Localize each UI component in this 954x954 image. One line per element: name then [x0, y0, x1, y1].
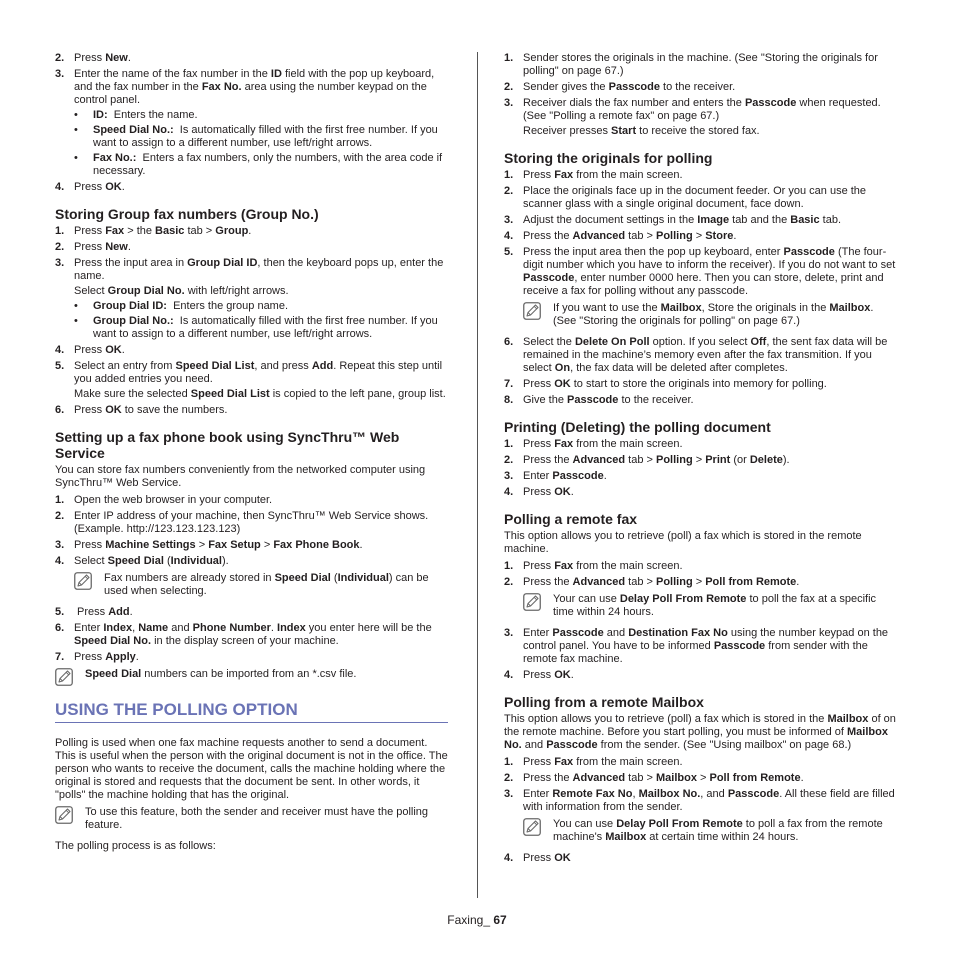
- step-text: Press OK to start to store the originals into memory for polling.: [523, 378, 827, 390]
- bullet-text: Speed Dial No.: Is automatically filled with the first free number. If you want to assign to a different number, use left/right arrows.: [93, 124, 438, 149]
- step-list: [55, 225, 448, 417]
- step-text: Enter Passcode.: [523, 470, 607, 482]
- step-number: 3.: [504, 214, 514, 226]
- step-number: 2.: [55, 52, 65, 64]
- step-number: 1.: [55, 225, 65, 237]
- step-item: [504, 772, 896, 785]
- left-column: [55, 52, 448, 857]
- note: [523, 302, 896, 328]
- step-text: Enter Index, Name and Phone Number. Index you enter here will be the Speed Dial No. in the display screen of your machine.: [74, 622, 432, 647]
- step-number: 1.: [504, 169, 514, 181]
- step-item: [55, 494, 448, 507]
- note-text: To use this feature, both the sender and receiver must have the polling feature.: [85, 806, 429, 831]
- note-pencil-icon: [55, 806, 85, 832]
- step-number: 2.: [504, 576, 514, 588]
- step-text: Select Speed Dial (Individual).: [74, 555, 229, 567]
- step-text: Open the web browser in your computer.: [74, 494, 273, 506]
- note: [55, 668, 448, 686]
- step-number: 1.: [504, 560, 514, 572]
- step-text: Enter Passcode and Destination Fax No using the number keypad on the control panel. You have to be informed Passcode from sender with the remote fax machine.: [523, 627, 889, 665]
- paragraph: The polling process is as follows:: [55, 840, 216, 852]
- step-number: 2.: [504, 185, 514, 197]
- step-number: 7.: [55, 651, 65, 663]
- step-number: 2.: [504, 772, 514, 784]
- bullet-item: [74, 315, 448, 341]
- step-item: [504, 394, 896, 407]
- step-subtext: Receiver presses Start to receive the stored fax.: [523, 125, 760, 137]
- step-number: 5.: [504, 246, 514, 258]
- step-item: [55, 241, 448, 254]
- step-text: Press Fax from the main screen.: [523, 438, 683, 450]
- step-text: Place the originals face up in the document feeder. Or you can use the scanner glass with a single original document, face down.: [523, 185, 867, 210]
- step-list: [504, 852, 896, 865]
- step-number: 3.: [55, 257, 65, 269]
- bullet-text: Fax No.: Enters a fax numbers, only the numbers, with the area code if necessary.: [93, 152, 443, 177]
- footer-section: Faxing_: [447, 913, 490, 927]
- step-item: [504, 336, 896, 375]
- step-number: 4.: [504, 852, 514, 864]
- step-number: 2.: [504, 81, 514, 93]
- step-item: [504, 169, 896, 182]
- step-number: 5.: [55, 606, 65, 618]
- step-number: 8.: [504, 394, 514, 406]
- note-pencil-icon: [523, 302, 553, 328]
- chapter-heading: USING THE POLLING OPTION: [55, 700, 298, 719]
- step-text: Press OK: [523, 852, 571, 864]
- step-number: 4.: [504, 669, 514, 681]
- note: [523, 818, 896, 844]
- step-number: 5.: [55, 360, 65, 372]
- bullet-item: [74, 300, 448, 313]
- note: [74, 572, 448, 598]
- step-text: Press OK.: [523, 669, 574, 681]
- step-number: 2.: [504, 454, 514, 466]
- step-subtext: Make sure the selected Speed Dial List is copied to the left pane, group list.: [74, 388, 446, 400]
- step-text: Press OK.: [74, 181, 125, 193]
- step-item: [504, 246, 896, 298]
- step-text: Press Fax from the main screen.: [523, 756, 683, 768]
- step-text: Sender gives the Passcode to the receiver.: [523, 81, 736, 93]
- step-text: Enter the name of the fax number in the ID field with the pop up keyboard, and the fax number in the Fax No. area using the number keypad on the control panel. • ID: Enters the name. • Speed Dial No.: Is automatically filled with the first free number. If you want to assign to a different number, use left/right arrows. • Fax No.: Enters a fax numbers, only the numbers, with the area code if necessary.: [74, 68, 448, 178]
- bullet-text: Group Dial ID: Enters the group name.: [93, 300, 289, 312]
- step-number: 3.: [504, 470, 514, 482]
- step-number: 4.: [504, 230, 514, 242]
- step-item: [504, 97, 896, 138]
- note-pencil-icon: [523, 818, 553, 844]
- bullet-text: Group Dial No.: Is automatically filled with the first free number. If you want to assign to a different number, use left/right arrows.: [93, 315, 438, 340]
- bullet-item: [74, 109, 448, 122]
- section-heading-printing: Printing (Deleting) the polling document: [504, 419, 771, 435]
- page-footer: [0, 914, 954, 927]
- step-text: Press New.: [74, 241, 131, 253]
- step-item: [504, 438, 896, 451]
- step-text: Press New.: [74, 52, 131, 64]
- step-number: 3.: [55, 68, 65, 80]
- page-number: 67: [493, 913, 507, 927]
- step-number: 3.: [504, 97, 514, 109]
- step-text: Enter IP address of your machine, then SyncThru™ Web Service shows. (Example. http://123.123.123.123): [74, 510, 429, 535]
- heading-rule: [55, 722, 448, 723]
- step-item: [504, 214, 896, 227]
- bullet-icon: •: [74, 300, 78, 312]
- step-text: Press the input area then the pop up keyboard, enter Passcode (The four-digit number which you have to inform the receiver). If you do not want to set Passcode, enter number 0000 here. Then you can store, delete, print and receive a fax for polling without any passcode.: [523, 246, 896, 297]
- step-text: Select the Delete On Poll option. If you select Off, the sent fax data will be remained in the machine’s memory even after the fax transmition. If you select On, the fax data will be deleted after completes.: [523, 336, 888, 374]
- step-subtext: Select Group Dial No. with left/right arrows.: [74, 285, 289, 297]
- paragraph: This option allows you to retrieve (poll) a fax which is stored in the remote machine.: [504, 530, 862, 555]
- step-item: [504, 185, 896, 211]
- step-item: [504, 560, 896, 573]
- paragraph: This option allows you to retrieve (poll) a fax which is stored in the Mailbox of on the remote machine. Before you start polling, you must be informed of Mailbox No. and Passcode from the sender. (See "Using mailbox" on page 68.): [504, 713, 896, 751]
- step-text: Press the input area in Group Dial ID, then the keyboard pops up, enter the name. Select Group Dial No. with left/right arrows. • Group Dial ID: Enters the group name. • Group Dial No.: Is automatically filled with the first free number. If you want to assign to a different number, use left/right arrows.: [74, 257, 448, 341]
- step-item: [55, 651, 448, 664]
- step-item: [55, 404, 448, 417]
- paragraph: You can store fax numbers conveniently from the networked computer using SyncThru™ Web Service.: [55, 464, 426, 489]
- bullet-item: [74, 124, 448, 150]
- step-item: [55, 225, 448, 238]
- paragraph: Polling is used when one fax machine requests another to send a document. This is useful when the person with the original document is not in the office. The person who wants to receive the document, calls the machine holding where the original is stored and requests that the document be sent. In other words, it "polls" the machine holding that has the original.: [55, 737, 448, 801]
- step-text: Press the Advanced tab > Mailbox > Poll from Remote.: [523, 772, 804, 784]
- step-number: 3.: [504, 627, 514, 639]
- step-item: [504, 454, 896, 467]
- bullet-item: [74, 152, 448, 178]
- step-number: 4.: [55, 344, 65, 356]
- step-text: Enter Remote Fax No, Mailbox No., and Passcode. All these field are filled with information from the sender.: [523, 788, 895, 813]
- section-heading-syncthru: Setting up a fax phone book using SyncThru™ Web Service: [55, 429, 400, 461]
- step-text: Give the Passcode to the receiver.: [523, 394, 694, 406]
- step-text: Receiver dials the fax number and enters the Passcode when requested. (See "Polling a remote fax" on page 67.) Receiver presses Start to receive the stored fax.: [523, 97, 896, 138]
- step-item: [504, 81, 896, 94]
- step-item: [55, 360, 448, 401]
- step-text: Press Apply.: [74, 651, 139, 663]
- step-text: Press the Advanced tab > Polling > Store.: [523, 230, 737, 242]
- step-item: [55, 510, 448, 536]
- step-number: 7.: [504, 378, 514, 390]
- section-heading-mailbox: Polling from a remote Mailbox: [504, 694, 704, 710]
- step-item: [504, 378, 896, 391]
- note-pencil-icon: [523, 593, 553, 619]
- step-list: [504, 336, 896, 407]
- section-heading-storing: Storing the originals for polling: [504, 150, 713, 166]
- note: [523, 593, 896, 619]
- step-item: [504, 756, 896, 769]
- note-text: Fax numbers are already stored in Speed Dial (Individual) can be used when selecting.: [104, 572, 429, 597]
- step-text: Press the Advanced tab > Polling > Print (or Delete).: [523, 454, 790, 466]
- step-item: [55, 622, 448, 648]
- note-pencil-icon: [55, 668, 85, 686]
- section-heading-remote: Polling a remote fax: [504, 511, 638, 527]
- bullet-icon: •: [74, 124, 78, 136]
- bullet-icon: •: [74, 109, 78, 121]
- step-list: [55, 52, 448, 194]
- step-number: 6.: [504, 336, 514, 348]
- step-item: [504, 576, 896, 589]
- step-text: Press OK to save the numbers.: [74, 404, 228, 416]
- step-number: 6.: [55, 622, 65, 634]
- note-text: If you want to use the Mailbox, Store the originals in the Mailbox. (See "Storing the originals for polling" on page 67.): [553, 302, 874, 327]
- right-column: [504, 52, 896, 868]
- bullet-icon: •: [74, 315, 78, 327]
- step-text: Adjust the document settings in the Image tab and the Basic tab.: [523, 214, 842, 226]
- step-number: 4.: [55, 555, 65, 567]
- step-text: Press OK.: [74, 344, 125, 356]
- step-number: 6.: [55, 404, 65, 416]
- step-item: [504, 52, 896, 78]
- step-text: Sender stores the originals in the machine. (See "Storing the originals for polling" on page 67.): [523, 52, 878, 77]
- step-item: [504, 627, 896, 666]
- step-number: 1.: [504, 756, 514, 768]
- step-list: [55, 494, 448, 568]
- step-item: [504, 669, 896, 682]
- note-text: Your can use Delay Poll From Remote to poll the fax at a specific time within 24 hours.: [553, 593, 877, 618]
- step-item: [55, 606, 448, 619]
- step-number: 1.: [504, 438, 514, 450]
- step-item: [55, 181, 448, 194]
- step-list: [504, 169, 896, 298]
- step-item: [504, 470, 896, 483]
- step-item: [55, 52, 448, 65]
- step-item: [55, 68, 448, 178]
- step-item: [55, 257, 448, 341]
- step-number: 3.: [55, 539, 65, 551]
- step-text: Press Fax from the main screen.: [523, 169, 683, 181]
- step-text: Select an entry from Speed Dial List, and press Add. Repeat this step until you added entries you need. Make sure the selected Speed Dial List is copied to the left pane, group list.: [74, 360, 448, 401]
- step-list: [504, 756, 896, 814]
- step-item: [55, 539, 448, 552]
- step-list: [55, 606, 448, 664]
- step-list: [504, 560, 896, 589]
- note-text: Speed Dial numbers can be imported from an *.csv file.: [85, 668, 357, 680]
- step-text: Press OK.: [523, 486, 574, 498]
- note: [55, 806, 448, 832]
- step-item: [55, 344, 448, 357]
- step-list: [504, 438, 896, 499]
- step-item: [504, 788, 896, 814]
- step-text: Press Fax from the main screen.: [523, 560, 683, 572]
- step-number: 1.: [55, 494, 65, 506]
- step-list: [504, 52, 896, 138]
- step-text: Press the Advanced tab > Polling > Poll from Remote.: [523, 576, 800, 588]
- bullet-text: ID: Enters the name.: [93, 109, 198, 121]
- step-item: [504, 852, 896, 865]
- step-item: [504, 230, 896, 243]
- step-item: [504, 486, 896, 499]
- step-list: [504, 627, 896, 682]
- note-pencil-icon: [74, 572, 104, 598]
- step-number: 3.: [504, 788, 514, 800]
- step-text: Press Add.: [74, 606, 133, 618]
- bullet-icon: •: [74, 152, 78, 164]
- step-number: 1.: [504, 52, 514, 64]
- step-number: 2.: [55, 241, 65, 253]
- column-divider: [477, 52, 478, 898]
- section-heading-group: Storing Group fax numbers (Group No.): [55, 206, 319, 222]
- step-number: 2.: [55, 510, 65, 522]
- step-number: 4.: [55, 181, 65, 193]
- note-text: You can use Delay Poll From Remote to poll a fax from the remote machine's Mailbox at certain time within 24 hours.: [553, 818, 883, 843]
- step-number: 4.: [504, 486, 514, 498]
- step-item: [55, 555, 448, 568]
- step-text: Press Machine Settings > Fax Setup > Fax Phone Book.: [74, 539, 363, 551]
- step-text: Press Fax > the Basic tab > Group.: [74, 225, 252, 237]
